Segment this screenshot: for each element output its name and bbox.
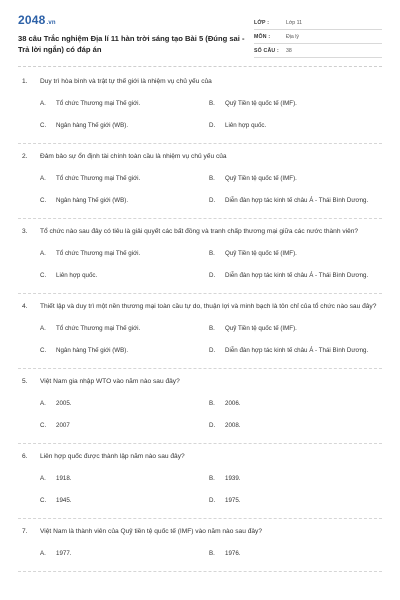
- answer-option[interactable]: [40, 243, 209, 265]
- answer-option[interactable]: [209, 393, 378, 415]
- question-text: [22, 227, 378, 237]
- option-letter: B.: [209, 175, 215, 183]
- option-letter: A.: [40, 250, 46, 258]
- option-text: 1977.: [56, 550, 72, 558]
- meta-row: [254, 44, 382, 58]
- option-letter: B.: [209, 475, 215, 483]
- question-item: [18, 69, 382, 144]
- question-list: [18, 69, 382, 572]
- site-logo[interactable]: [18, 14, 250, 30]
- option-text: Tổ chức Thương mại Thế giới.: [56, 250, 141, 258]
- option-letter: D.: [209, 347, 216, 355]
- option-text: Diễn đàn hợp tác kinh tế châu Á - Thái Bình Dương.: [225, 272, 369, 280]
- answer-options: [22, 543, 378, 565]
- answer-options: [22, 93, 378, 137]
- answer-option[interactable]: [209, 543, 378, 565]
- option-letter: C.: [40, 272, 47, 280]
- answer-option[interactable]: [209, 93, 378, 115]
- option-text: 2008.: [225, 422, 241, 430]
- answer-option[interactable]: [40, 543, 209, 565]
- meta-key: SỐ CÂU :: [254, 47, 279, 54]
- question-item: [18, 219, 382, 294]
- logo-suffix: .vn: [46, 20, 56, 26]
- logo-main: 2048: [18, 13, 46, 27]
- answer-option[interactable]: [40, 468, 209, 490]
- question-body: Tổ chức nào sau đây có tiêu là giải quyết các bất đồng và tranh chấp thương mại giữa các nước thành viên?: [40, 228, 359, 235]
- option-letter: D.: [209, 422, 216, 430]
- document-meta: [254, 16, 382, 58]
- option-text: Liên hợp quốc.: [56, 272, 98, 280]
- option-text: Ngân hàng Thế giới (WB).: [56, 197, 129, 205]
- answer-option[interactable]: [40, 168, 209, 190]
- option-letter: C.: [40, 422, 47, 430]
- option-text: Quỹ Tiền tệ quốc tế (IMF).: [225, 325, 297, 333]
- question-body: Liên hợp quốc được thành lập năm nào sau đây?: [40, 453, 185, 460]
- option-text: Quỹ Tiền tệ quốc tế (IMF).: [225, 175, 297, 183]
- question-item: [18, 444, 382, 519]
- option-letter: C.: [40, 347, 47, 355]
- option-text: 2007: [56, 422, 70, 430]
- page-header: [18, 14, 382, 58]
- meta-row: [254, 30, 382, 44]
- question-item: [18, 144, 382, 219]
- meta-row: [254, 16, 382, 30]
- answer-options: [22, 318, 378, 362]
- option-letter: A.: [40, 175, 46, 183]
- option-letter: D.: [209, 272, 216, 280]
- answer-option[interactable]: [209, 265, 378, 287]
- question-item: [18, 369, 382, 444]
- header-divider: [18, 66, 382, 67]
- question-body: Việt Nam gia nhập WTO vào năm nào sau đây?: [40, 378, 180, 385]
- option-letter: A.: [40, 100, 46, 108]
- answer-option[interactable]: [40, 265, 209, 287]
- option-text: Quỹ Tiền tệ quốc tế (IMF).: [225, 100, 297, 108]
- answer-option[interactable]: [209, 190, 378, 212]
- question-number: 2.: [22, 153, 28, 160]
- option-text: 1918.: [56, 475, 72, 483]
- meta-key: MÔN :: [254, 33, 271, 40]
- option-text: Diễn đàn hợp tác kinh tế châu Á - Thái Bình Dương.: [225, 197, 369, 205]
- option-text: 2005.: [56, 400, 72, 408]
- option-letter: A.: [40, 475, 46, 483]
- answer-option[interactable]: [209, 490, 378, 512]
- answer-option[interactable]: [40, 340, 209, 362]
- question-text: [22, 152, 378, 162]
- option-text: 1975.: [225, 497, 241, 505]
- answer-option[interactable]: [209, 468, 378, 490]
- option-letter: D.: [209, 197, 216, 205]
- option-text: Ngân hàng Thế giới (WB).: [56, 347, 129, 355]
- option-letter: A.: [40, 550, 46, 558]
- option-text: 1976.: [225, 550, 241, 558]
- option-letter: C.: [40, 497, 47, 505]
- meta-value: Lớp 11: [286, 19, 302, 26]
- option-letter: D.: [209, 122, 216, 130]
- question-number: 4.: [22, 303, 28, 310]
- option-text: Tổ chức Thương mại Thế giới.: [56, 325, 141, 333]
- option-letter: B.: [209, 250, 215, 258]
- answer-options: [22, 243, 378, 287]
- question-body: Thiết lập và duy trì một nền thương mại toàn cầu tự do, thuận lợi và minh bạch là tôn chỉ của tổ chức nào sau đây?: [40, 303, 377, 310]
- answer-option[interactable]: [40, 115, 209, 137]
- answer-option[interactable]: [40, 490, 209, 512]
- answer-options: [22, 168, 378, 212]
- option-letter: B.: [209, 550, 215, 558]
- answer-option[interactable]: [40, 415, 209, 437]
- option-text: Liên hợp quốc.: [225, 122, 267, 130]
- option-letter: D.: [209, 497, 216, 505]
- document-title: 38 câu Trắc nghiệm Địa lí 11 hàn trời sáng tạo Bài 5 (Đúng sai - Trả lời ngắn) có đáp án: [18, 34, 245, 54]
- option-text: Tổ chức Thương mại Thế giới.: [56, 100, 141, 108]
- question-body: Đảm bảo sự ổn định tài chính toàn cầu là nhiệm vụ chủ yếu của: [40, 153, 227, 160]
- answer-option[interactable]: [209, 318, 378, 340]
- option-text: 1945.: [56, 497, 72, 505]
- question-text: [22, 302, 378, 312]
- question-number: 7.: [22, 528, 28, 535]
- answer-options: [22, 393, 378, 437]
- answer-option[interactable]: [40, 393, 209, 415]
- option-letter: A.: [40, 400, 46, 408]
- answer-option[interactable]: [209, 340, 378, 362]
- option-text: 1939.: [225, 475, 241, 483]
- option-letter: A.: [40, 325, 46, 333]
- question-body: Duy trì hòa bình và trật tự thế giới là nhiệm vụ chủ yếu của: [40, 78, 212, 85]
- answer-option[interactable]: [40, 318, 209, 340]
- question-number: 5.: [22, 378, 28, 385]
- question-text: [22, 452, 378, 462]
- answer-option[interactable]: [209, 415, 378, 437]
- header-left: [18, 14, 250, 55]
- answer-option[interactable]: [40, 190, 209, 212]
- option-text: Tổ chức Thương mại Thế giới.: [56, 175, 141, 183]
- option-text: 2006.: [225, 400, 241, 408]
- option-letter: B.: [209, 325, 215, 333]
- question-number: 3.: [22, 228, 28, 235]
- question-text: [22, 77, 378, 87]
- option-text: Diễn đàn hợp tác kinh tế châu Á - Thái Bình Dương.: [225, 347, 369, 355]
- answer-options: [22, 468, 378, 512]
- option-letter: C.: [40, 122, 47, 130]
- option-text: Ngân hàng Thế giới (WB).: [56, 122, 129, 130]
- answer-option[interactable]: [209, 168, 378, 190]
- question-text: [22, 527, 378, 537]
- meta-key: LỚP :: [254, 19, 270, 26]
- answer-option[interactable]: [209, 243, 378, 265]
- option-letter: C.: [40, 197, 47, 205]
- meta-value: Địa lý: [286, 33, 299, 40]
- question-number: 6.: [22, 453, 28, 460]
- question-body: Việt Nam là thành viên của Quỹ tiền tệ quốc tế (IMF) vào năm nào sau đây?: [40, 528, 262, 535]
- option-letter: B.: [209, 100, 215, 108]
- answer-option[interactable]: [40, 93, 209, 115]
- question-item: [18, 519, 382, 572]
- option-text: Quỹ Tiền tệ quốc tế (IMF).: [225, 250, 297, 258]
- question-text: [22, 377, 378, 387]
- option-letter: B.: [209, 400, 215, 408]
- question-number: 1.: [22, 78, 28, 85]
- answer-option[interactable]: [209, 115, 378, 137]
- question-item: [18, 294, 382, 369]
- meta-value: 38: [286, 47, 292, 54]
